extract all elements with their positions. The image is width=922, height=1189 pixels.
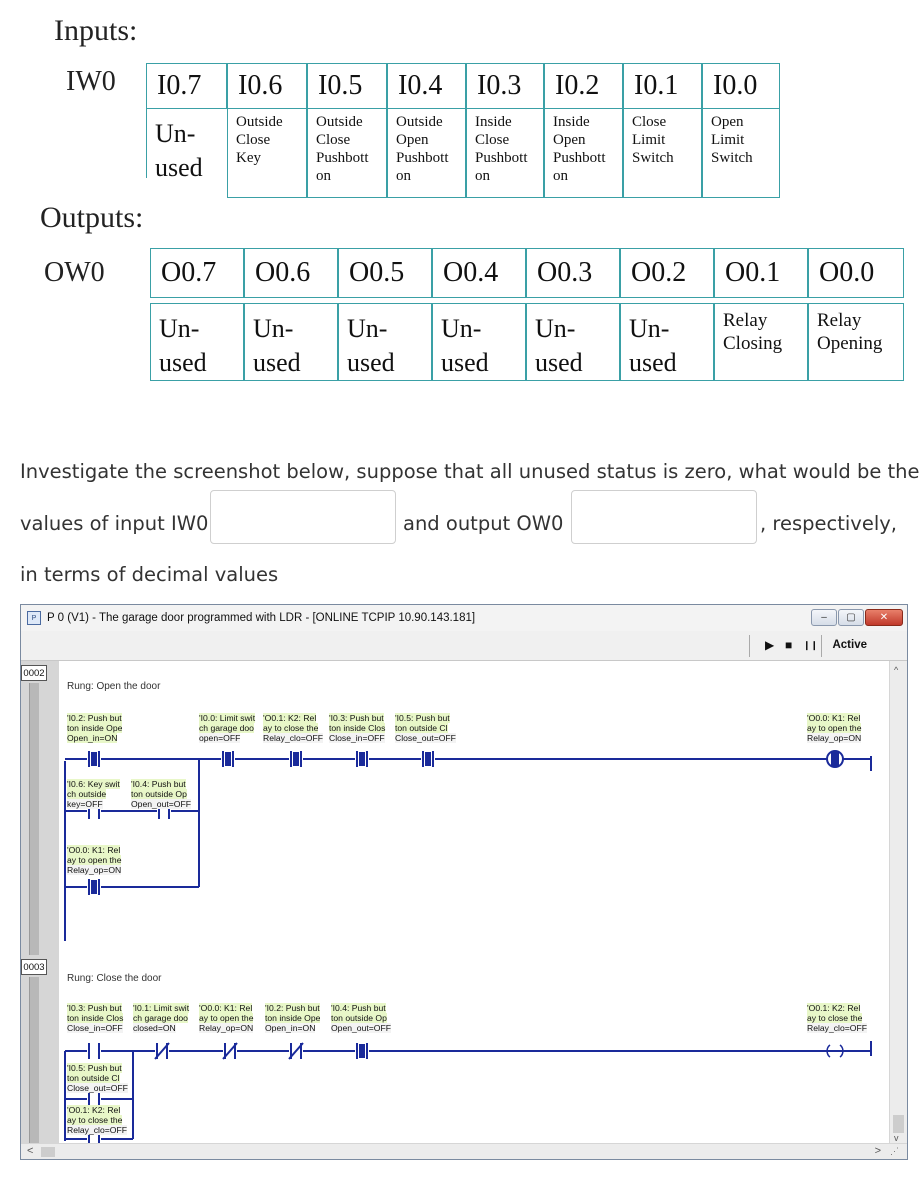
out-bit-4: O0.4 bbox=[432, 248, 526, 298]
contact-nc bbox=[289, 1043, 303, 1059]
question-line3: in terms of decimal values bbox=[20, 563, 279, 586]
contact-label-o01[interactable]: 'O0.1: K2: Rel ay to close the Relay_clo=OFF bbox=[263, 713, 323, 743]
in-desc-5: Outside Close Pushbott on bbox=[307, 108, 387, 198]
in-desc-2: Inside Open Pushbott on bbox=[544, 108, 623, 198]
rung-bar bbox=[29, 977, 39, 1143]
question-line2c: , respectively, bbox=[760, 512, 897, 535]
in-desc-6: Outside Close Key bbox=[227, 108, 307, 198]
horizontal-scrollbar[interactable] bbox=[21, 1143, 907, 1159]
contact-no bbox=[221, 751, 235, 767]
coil-o00-energized bbox=[827, 751, 843, 767]
contact-label-i02[interactable]: 'I0.2: Push but ton inside Ope Open_in=ON bbox=[265, 1003, 321, 1033]
in-bit-1: I0.1 bbox=[623, 63, 702, 109]
in-bit-3: I0.3 bbox=[466, 63, 544, 109]
in-desc-7: Un- used bbox=[146, 108, 227, 178]
scroll-up-icon[interactable]: ^ bbox=[894, 665, 899, 675]
rung-number-0002[interactable]: 0002 bbox=[21, 665, 47, 681]
contact-no bbox=[355, 751, 369, 767]
scroll-left-icon[interactable]: < bbox=[27, 1145, 34, 1157]
ladder-window bbox=[20, 604, 908, 1160]
out-bit-5: O0.5 bbox=[338, 248, 432, 298]
out-bit-2: O0.2 bbox=[620, 248, 714, 298]
contact-no bbox=[421, 751, 435, 767]
contact-nc bbox=[155, 1043, 169, 1059]
in-bit-5: I0.5 bbox=[307, 63, 387, 109]
question-line1: Investigate the screenshot below, suppose that all unused status is zero, what would be the bbox=[20, 460, 920, 483]
contact-no bbox=[87, 1043, 101, 1059]
rung-label-close: Rung: Close the door bbox=[67, 973, 162, 984]
in-desc-1: Close Limit Switch bbox=[623, 108, 702, 198]
out-bit-0: O0.0 bbox=[808, 248, 904, 298]
out-desc-5: Un- used bbox=[338, 303, 432, 381]
run-button[interactable]: ▶ bbox=[765, 638, 775, 652]
contact-no-energized bbox=[87, 879, 101, 895]
in-bit-2: I0.2 bbox=[544, 63, 623, 109]
window-titlebar bbox=[21, 605, 907, 631]
outputs-word: OW0 bbox=[44, 257, 105, 288]
pause-button[interactable]: ❙❙ bbox=[803, 640, 819, 650]
rung-gutter bbox=[21, 661, 59, 1145]
maximize-button[interactable]: ▢ bbox=[838, 609, 864, 626]
coil-label-o01[interactable]: 'O0.1: K2: Rel ay to close the Relay_clo=OFF bbox=[807, 1003, 867, 1033]
ladder-canvas bbox=[59, 661, 889, 1145]
inputs-title: Inputs: bbox=[54, 14, 138, 47]
contact-no bbox=[289, 751, 303, 767]
contact-label-i03[interactable]: 'I0.3: Push but ton inside Clos Close_in=OFF bbox=[329, 713, 386, 743]
rung-number-0003[interactable]: 0003 bbox=[21, 959, 47, 975]
resize-grip-icon[interactable]: ⋰ bbox=[890, 1146, 899, 1156]
scroll-down-icon[interactable]: v bbox=[894, 1133, 899, 1143]
contact-nc bbox=[223, 1043, 237, 1059]
in-bit-7: I0.7 bbox=[146, 63, 227, 109]
out-desc-2: Un- used bbox=[620, 303, 714, 381]
app-icon: P bbox=[27, 611, 41, 625]
inputs-word: IW0 bbox=[66, 66, 116, 97]
contact-label-o00[interactable]: 'O0.0: K1: Rel ay to open the Relay_op=ON bbox=[67, 845, 122, 875]
out-desc-6: Un- used bbox=[244, 303, 338, 381]
stop-button[interactable]: ■ bbox=[785, 638, 793, 652]
in-bit-0: I0.0 bbox=[702, 63, 780, 109]
out-desc-0: Relay Opening bbox=[808, 303, 904, 381]
vertical-scrollbar[interactable] bbox=[889, 661, 907, 1145]
coil-label-o00[interactable]: 'O0.0: K1: Rel ay to open the Relay_op=ON bbox=[807, 713, 862, 743]
contact-label-i02[interactable]: 'I0.2: Push but ton inside Ope Open_in=ON bbox=[67, 713, 123, 743]
contact-label-o01[interactable]: 'O0.1: K2: Rel ay to close the Relay_clo=OFF bbox=[67, 1105, 127, 1135]
contact-label-i05[interactable]: 'I0.5: Push but ton outside Cl Close_out=OFF bbox=[67, 1063, 128, 1093]
contact-label-i04[interactable]: 'I0.4: Push but ton outside Op Open_out=OFF bbox=[331, 1003, 391, 1033]
out-bit-3: O0.3 bbox=[526, 248, 620, 298]
rung-label-open: Rung: Open the door bbox=[67, 681, 161, 692]
hscroll-thumb[interactable] bbox=[41, 1147, 55, 1157]
contact-label-i03[interactable]: 'I0.3: Push but ton inside Clos Close_in=OFF bbox=[67, 1003, 124, 1033]
in-bit-4: I0.4 bbox=[387, 63, 466, 109]
contact-label-i05[interactable]: 'I0.5: Push but ton outside Cl Close_out=OFF bbox=[395, 713, 456, 743]
out-desc-4: Un- used bbox=[432, 303, 526, 381]
close-button[interactable]: ✕ bbox=[865, 609, 903, 626]
answer-iw0-input[interactable] bbox=[210, 490, 396, 544]
minimize-button[interactable]: – bbox=[811, 609, 837, 626]
out-desc-1: Relay Closing bbox=[714, 303, 808, 381]
in-bit-6: I0.6 bbox=[227, 63, 307, 109]
contact-label-i04[interactable]: 'I0.4: Push but ton outside Op Open_out=OFF bbox=[131, 779, 191, 809]
contact-no-energized bbox=[87, 751, 101, 767]
ladder-diagram bbox=[59, 661, 889, 1145]
contact-label-i00[interactable]: 'I0.0: Limit swit ch garage doo open=OFF bbox=[199, 713, 256, 743]
question-line2a: values of input IW0 bbox=[20, 512, 209, 535]
scroll-right-icon[interactable]: > bbox=[874, 1145, 881, 1157]
in-desc-3: Inside Close Pushbott on bbox=[466, 108, 544, 198]
question-line2b: and output OW0 bbox=[403, 512, 564, 535]
in-desc-0: Open Limit Switch bbox=[702, 108, 780, 198]
out-desc-7: Un- used bbox=[150, 303, 244, 381]
out-bit-7: O0.7 bbox=[150, 248, 244, 298]
out-bit-1: O0.1 bbox=[714, 248, 808, 298]
contact-label-o00[interactable]: 'O0.0: K1: Rel ay to open the Relay_op=ON bbox=[199, 1003, 254, 1033]
answer-ow0-input[interactable] bbox=[571, 490, 757, 544]
contact-nc-energized bbox=[355, 1043, 369, 1059]
out-bit-6: O0.6 bbox=[244, 248, 338, 298]
contact-label-i06[interactable]: 'I0.6: Key swit ch outside key=OFF bbox=[67, 779, 120, 809]
contact-label-i01[interactable]: 'I0.1: Limit swit ch garage doo closed=ON bbox=[133, 1003, 190, 1033]
out-desc-3: Un- used bbox=[526, 303, 620, 381]
toolbar bbox=[21, 631, 907, 661]
window-title: P 0 (V1) - The garage door programmed with LDR - [ONLINE TCPIP 10.90.143.181] bbox=[47, 612, 476, 624]
in-desc-4: Outside Open Pushbott on bbox=[387, 108, 466, 198]
scroll-thumb[interactable] bbox=[893, 1115, 904, 1133]
rung-bar bbox=[29, 683, 39, 955]
status-active: Active bbox=[832, 639, 867, 651]
outputs-title: Outputs: bbox=[40, 201, 144, 234]
